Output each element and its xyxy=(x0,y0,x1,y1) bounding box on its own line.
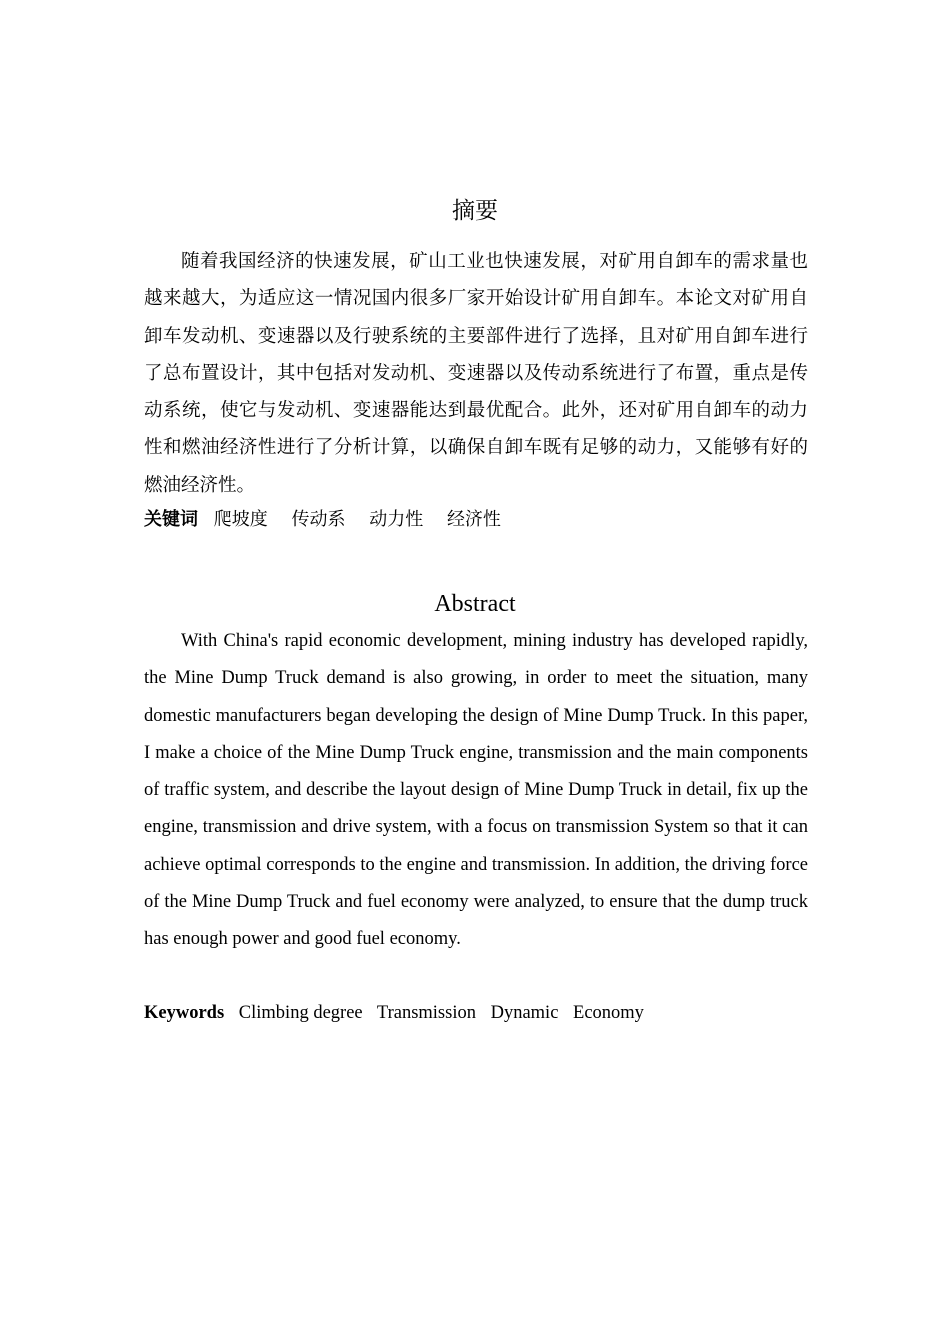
chinese-keywords-line xyxy=(144,505,808,535)
english-keyword: Climbing degree xyxy=(238,1003,363,1023)
english-keywords-label: Keywords xyxy=(144,1003,225,1023)
chinese-keywords-label: 关键词 xyxy=(144,509,198,530)
english-keywords-line xyxy=(144,998,808,1028)
english-keyword: Economy xyxy=(573,1003,644,1023)
chinese-keyword: 传动系 xyxy=(291,509,346,530)
chinese-abstract-body: 随着我国经济的快速发展，矿山工业也快速发展，对矿用自卸车的需求量也越来越大，为适应这一情况国内很多厂家开始设计矿用自卸车。本论文对矿用自卸车发动机、变速器以及行驶系统的主要部件进行了选择，且对矿用自卸车进行了总布置设计，其中包括对发动机、变速器以及传动系统进行了布置，重点是传动系统，使它与发动机、变速器能达到最优配合。此外，还对矿用自卸车的动力性和燃油经济性进行了分析计算，以确保自卸车既有足够的动力，又能够有好的燃油经济性。 xyxy=(144,251,808,496)
chinese-keyword: 动力性 xyxy=(369,509,424,530)
english-abstract-body: With China's rapid economic development, mining industry has developed rapidly, the Mine Dump Truck demand is also growing, in order to meet the situation, many domestic manufacturers began developing the design of Mine Dump Truck. In this paper, I make a choice of the Mine Dump Truck engine, transmission and the main components of traffic system, and describe the layout design of Mine Dump Truck in detail, fix up the engine, transmission and drive system, with a focus on transmission System so that it can achieve optimal corresponds to the engine and transmission. In addition, the driving force of the Mine Dump Truck and fuel economy were analyzed, to ensure that the dump truck has enough power and good fuel economy. xyxy=(144,631,808,950)
chinese-abstract-title: 摘要 xyxy=(452,198,498,224)
english-abstract-title: Abstract xyxy=(434,591,516,617)
chinese-keyword: 经济性 xyxy=(446,509,501,530)
english-keyword: Transmission xyxy=(376,1003,476,1023)
chinese-keyword: 爬坡度 xyxy=(213,509,268,530)
english-keyword: Dynamic xyxy=(490,1003,559,1023)
